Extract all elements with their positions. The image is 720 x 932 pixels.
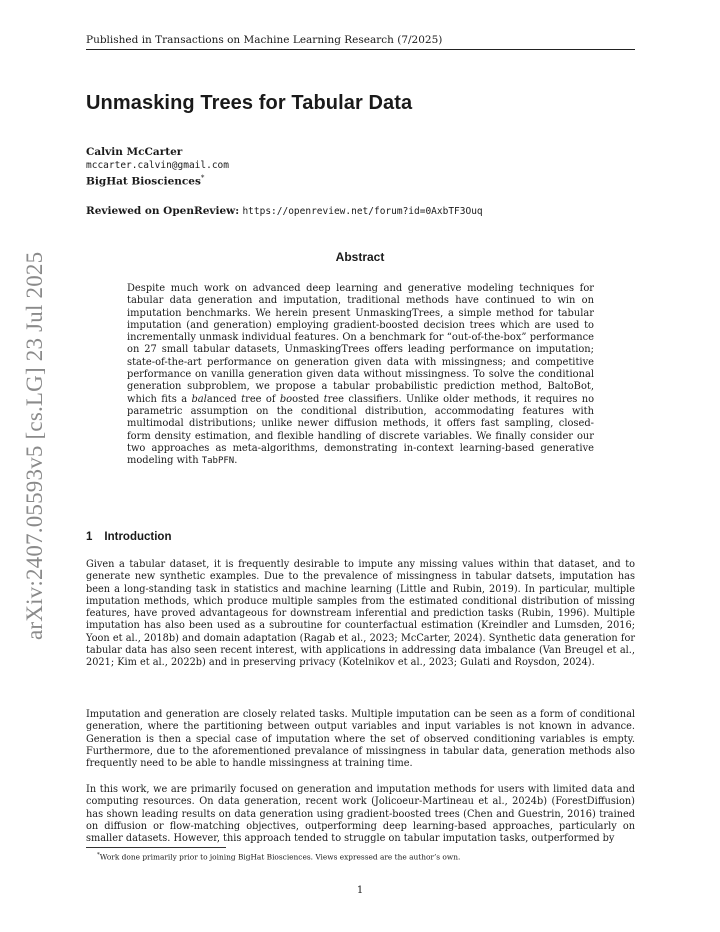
abstract-text-2: anced xyxy=(206,393,237,405)
footnote-rule xyxy=(86,847,226,848)
abstract-end: . xyxy=(234,455,238,467)
page-number: 1 xyxy=(356,885,364,896)
footnote-mark: * xyxy=(97,852,100,858)
author-name: Calvin McCarter xyxy=(86,146,183,158)
review-label: Reviewed on OpenReview: xyxy=(86,205,240,217)
abstract-tabpfn: TabPFN xyxy=(201,456,235,467)
abstract-text-4: of xyxy=(265,393,276,405)
affiliation-footnote-mark: * xyxy=(200,174,205,182)
section-heading xyxy=(86,531,171,543)
abstract-text-3: ree xyxy=(245,393,262,405)
abstract-italic-1: bal xyxy=(191,393,207,405)
openreview-link[interactable]: https://openreview.net/forum?id=0AxbTF3Ouq xyxy=(242,206,483,217)
arxiv-stamp: arXiv:2407.05593v5 [cs.LG] 23 Jul 2025 xyxy=(22,251,47,640)
affiliation-text: BigHat Biosciences xyxy=(86,175,201,188)
section-title: Introduction xyxy=(104,531,172,543)
abstract-heading: Abstract xyxy=(335,250,385,264)
footnote xyxy=(97,852,460,861)
abstract-italic-2: t xyxy=(241,393,246,405)
author-email[interactable]: mccarter.calvin@gmail.com xyxy=(86,160,229,171)
abstract-text-5: osted xyxy=(292,393,320,405)
abstract-italic-3: bo xyxy=(279,393,293,405)
author-block xyxy=(86,146,229,189)
paper-title: Unmasking Trees for Tabular Data xyxy=(86,92,413,114)
intro-paragraph: Imputation and generation are closely related tasks. Multiple imputation can be seen as a form of conditional generation, where the partitioning between output variables and input variables is not known in advance. Generation is then a special case of imputation where the set of observed conditioning variables is empty. Furthermore, due to the aforementioned prevalance of missingness in tabular data, generation methods also frequently need to be able to handle missingness at training time. xyxy=(86,709,635,770)
abstract-italic-4: t xyxy=(323,393,328,405)
intro-paragraph: Given a tabular dataset, it is frequently desirable to impute any missing values within that dataset, and to generate new synthetic examples. Due to the prevalence of missingness in tabular datsets, imputation has been a long-standing task in statistics and machine learning (Little and Rubin, 2019). In particular, multiple imputation methods, which produce multiple samples from the estimated conditional distribution of missing features, have proved advantageous for downstream inferential and prediction tasks (Rubin, 1996). Multiple imputation has also been used as a subroutine for counterfactual estimation (Kreindler and Lumsden, 2016; Yoon et al., 2018b) and domain adaptation (Ragab et al., 2023; McCarter, 2024). Synthetic data generation for tabular data has also seen recent interest, with applications in addressing data imbalance (Van Breugel et al., 2021; Kim et al., 2022b) and in preserving privacy (Kotelnikov et al., 2023; Gulati and Roysdon, 2024). xyxy=(86,559,635,669)
abstract-text-1: Despite much work on advanced deep learning and generative modeling techniques for tabular data generation and imputation, traditional methods have continued to win on imputation benchmarks. We herein present UnmaskingTrees, a simple method for tabular imputation (and generation) employing gradient-boosted decision trees which are used to incrementally unmask individual features. On a benchmark for “out-of-the-box” performance on 27 small tabular datasets, UnmaskingTrees offers leading performance on imputation; state-of-the-art performance on generation given data with missingness; and competitive performance on vanilla generation given data without missingness. To solve the conditional generation subproblem, we propose a tabular probabilistic prediction method, BaltoBot, which fits a xyxy=(127,283,594,405)
review-line xyxy=(86,205,483,217)
intro-paragraph: In this work, we are primarily focused on generation and imputation methods for users with limited data and computing resources. On data generation, recent work (Jolicoeur-Martineau et al., 2024b) (ForestDiffusion) has shown leading results on data generation using gradient-boosted trees (Chen and Guestrin, 2016) trained on diffusion or flow-matching objectives, outperforming deep learning-based approaches, particularly on smaller datasets. However, this approach tended to struggle on tabular imputation tasks, outperformed by xyxy=(86,784,635,845)
footnote-text: Work done primarily prior to joining BigHat Biosciences. Views expressed are the author’s own. xyxy=(99,852,461,862)
author-affiliation xyxy=(86,172,229,189)
running-header: Published in Transactions on Machine Learning Research (7/2025) xyxy=(86,34,635,50)
abstract-text-6: ree classifiers. Unlike older methods, it requires no parametric assumption on the conditional distribution, accommodating features with multimodal distributions; unlike newer diffusion methods, it offers fast sampling, closed-form density estimation, and flexible handling of discrete variables. We finally consider our two approaches as meta-algorithms, demonstrating in-context learning-based generative modeling with xyxy=(127,393,595,467)
abstract-body xyxy=(127,283,594,467)
section-number: 1 xyxy=(86,531,93,543)
